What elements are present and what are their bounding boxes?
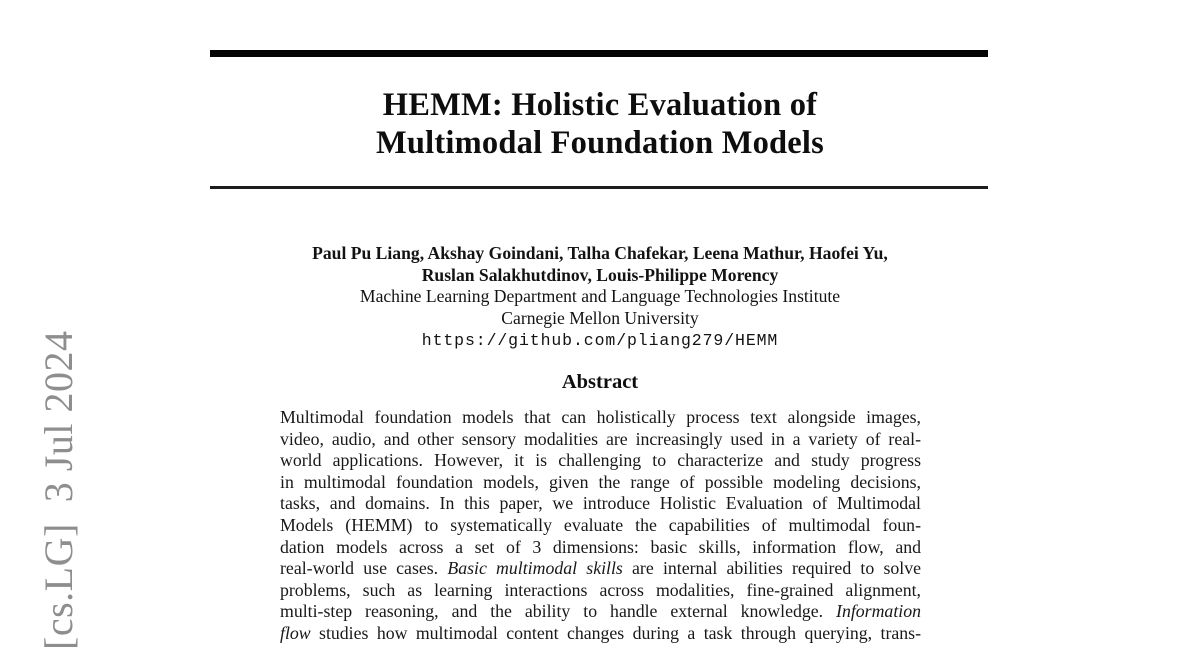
abstract-italic-segment: Information <box>836 601 921 622</box>
abstract-line <box>280 580 921 602</box>
abstract-segment: problems, such as learning interactions across modalities, fine-grained alignment, <box>280 579 921 600</box>
github-link[interactable]: https://github.com/pliang279/HEMM <box>421 330 779 350</box>
paper-title <box>0 86 1200 162</box>
abstract-segment: Multimodal foundation models that can holistically process text alongside images, <box>280 407 921 427</box>
abstract-line <box>280 429 921 451</box>
abstract-segment: are internal abilities required to solve <box>622 558 921 579</box>
abstract-heading: Abstract <box>561 371 639 393</box>
abstract-segment: real-world use cases. <box>280 558 448 579</box>
paper-title-line1: HEMM: Holistic Evaluation of <box>382 87 818 123</box>
abstract-italic-segment: Basic multimodal skills <box>447 558 623 579</box>
abstract-line <box>280 558 921 580</box>
paper-title-line2: Multimodal Foundation Models <box>375 125 825 161</box>
github-url-line <box>0 330 1200 352</box>
abstract-line <box>280 493 921 515</box>
title-rule <box>210 186 988 189</box>
abstract-segment: dation models across a set of 3 dimensions: basic skills, information flow, and <box>280 536 921 557</box>
abstract-line <box>280 450 921 472</box>
abstract-segment: world applications. However, it is challenging to characterize and study progress <box>280 450 921 471</box>
abstract-line <box>280 515 921 537</box>
abstract-line <box>280 537 921 559</box>
top-rule <box>210 50 988 57</box>
abstract-segment: studies how multimodal content changes during a task through querying, trans- <box>310 622 921 643</box>
abstract-segment: Models (HEMM) to systematically evaluate the capabilities of multimodal foun- <box>280 514 921 535</box>
abstract-line <box>280 623 921 645</box>
abstract-line <box>280 601 921 623</box>
affiliation-department: Machine Learning Department and Language Technologies Institute <box>359 286 841 307</box>
abstract-text <box>280 407 921 645</box>
abstract-line <box>280 472 921 494</box>
authors-line2: Ruslan Salakhutdinov, Louis-Philippe Morency <box>421 264 779 285</box>
abstract-segment: tasks, and domains. In this paper, we introduce Holistic Evaluation of Multimodal <box>280 493 921 514</box>
abstract-italic-segment: flow <box>280 622 311 643</box>
abstract-line <box>280 407 921 429</box>
authors-line1: Paul Pu Liang, Akshay Goindani, Talha Chafekar, Leena Mathur, Haofei Yu, <box>312 243 888 263</box>
affiliation-university: Carnegie Mellon University <box>501 308 699 329</box>
abstract-segment: multi-step reasoning, and the ability to handle external knowledge. <box>280 601 837 622</box>
authors-block <box>0 243 1200 352</box>
abstract-segment: in multimodal foundation models, given the range of possible modeling decisions, <box>280 471 921 492</box>
arxiv-watermark: [cs.LG] 3 Jul 2024 <box>36 330 81 650</box>
abstract-segment: video, audio, and other sensory modalities are increasingly used in a variety of real- <box>280 428 921 449</box>
